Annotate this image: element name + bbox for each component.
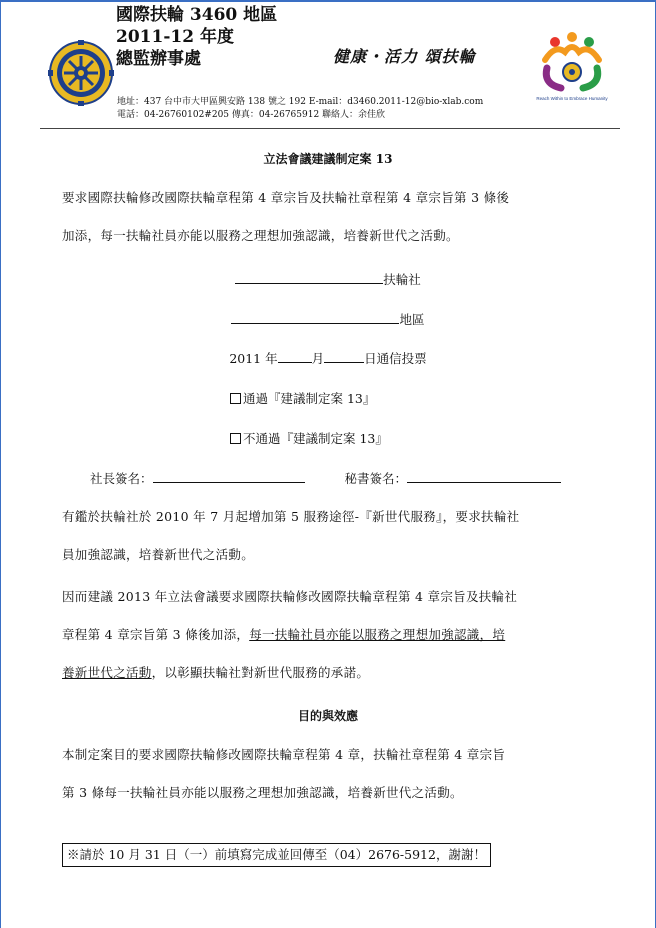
fail-checkbox[interactable] [230,433,241,444]
body1-line-2: 員加強認識，培養新世代之活動。 [62,547,255,562]
body2-line-2 [62,616,602,654]
theme-logo [535,30,609,102]
secretary-sign-label: 秘書簽名： [344,471,407,486]
theme-logo-caption: Reach Within to Embrace Humanity [536,96,608,101]
body2-line-2-plain: 章程第 4 章宗旨第 3 條後加添， [62,627,250,642]
intro-paragraph [62,179,602,255]
header-line-3: 總監辦事處 [116,49,201,69]
purpose-line-1: 本制定案目的要求國際扶輪修改國際扶輪章程第 4 章，扶輪社章程第 4 章宗旨 [62,747,506,762]
pass-checkbox[interactable] [230,393,241,404]
district-suffix: 地區 [399,312,425,327]
body2-line-3-plain: ，以彰顯扶輪社對新世代服務的承諾。 [151,665,370,680]
district-blank[interactable] [231,311,399,324]
secretary-sign-blank[interactable] [407,470,561,483]
header-line-1: 國際扶輪 3460 地區 [116,5,278,25]
club-name-blank[interactable] [235,271,383,284]
option-pass-label: 通過『建議制定案 13』 [243,391,376,406]
body1-line-1: 有鑑於扶輪社於 2010 年 7 月起增加第 5 服務途徑-『新世代服務』，要求扶輪社 [62,509,520,524]
vote-day-label: 日通信投票 [364,351,427,366]
theme-motto: 健康・活力 頌扶輪 [333,47,476,66]
theme-logo-figures [545,32,599,88]
option-pass [230,389,375,407]
club-name-field [0,270,656,288]
address-line: 地址：437 台中市大甲區興安路 138 號之 192 E-mail：d3460.2011-12@bio-xlab.com [117,97,484,107]
body2-line-3 [62,654,602,692]
month-blank[interactable] [278,350,312,363]
vote-date-field [0,349,656,367]
intro-line-1: 要求國際扶輪修改國際扶輪章程第 4 章宗旨及扶輪社章程第 4 章宗旨第 3 條後 [62,190,510,205]
body-paragraph-2 [62,578,602,692]
body2-line-1: 因而建議 2013 年立法會議要求國際扶輪修改國際扶輪章程第 4 章宗旨及扶輪社 [62,589,518,604]
purpose-paragraph [62,736,602,812]
fax-notice: ※請於 10 月 31 日（一）前填寫完成並回傳至（04）2676-5912，謝謝！ [62,843,491,867]
document-title: 立法會議建議制定案 13 [263,152,393,166]
body2-line-2-underlined: 每一扶輪社員亦能以服務之理想加強認識，培 [249,627,506,642]
club-suffix: 扶輪社 [383,272,421,287]
president-sign-blank[interactable] [153,470,305,483]
phone-line: 電話：04-26760102#205 傳真：04-26765912 聯絡人：余佳欣 [117,110,386,120]
district-field [0,310,656,328]
header-top-rule [0,0,656,2]
header-divider [40,128,620,129]
header-line-2: 2011-12 年度 [116,27,234,47]
option-fail-label: 不通過『建議制定案 13』 [243,431,388,446]
option-fail [230,429,388,447]
body2-line-3-underlined: 養新世代之活動 [62,665,152,680]
intro-line-2: 加添，每一扶輪社員亦能以服務之理想加強認識，培養新世代之活動。 [62,228,459,243]
signature-row [90,469,561,487]
header-title [60,4,277,70]
vote-month-label: 月 [311,351,325,366]
purpose-title: 目的與效應 [297,709,358,723]
president-sign-label: 社長簽名： [90,471,153,486]
body-paragraph-1 [62,498,602,574]
purpose-line-2: 第 3 條每一扶輪社員亦能以服務之理想加強認識，培養新世代之活動。 [62,785,463,800]
vote-year: 2011 年 [229,351,278,366]
day-blank[interactable] [324,350,364,363]
